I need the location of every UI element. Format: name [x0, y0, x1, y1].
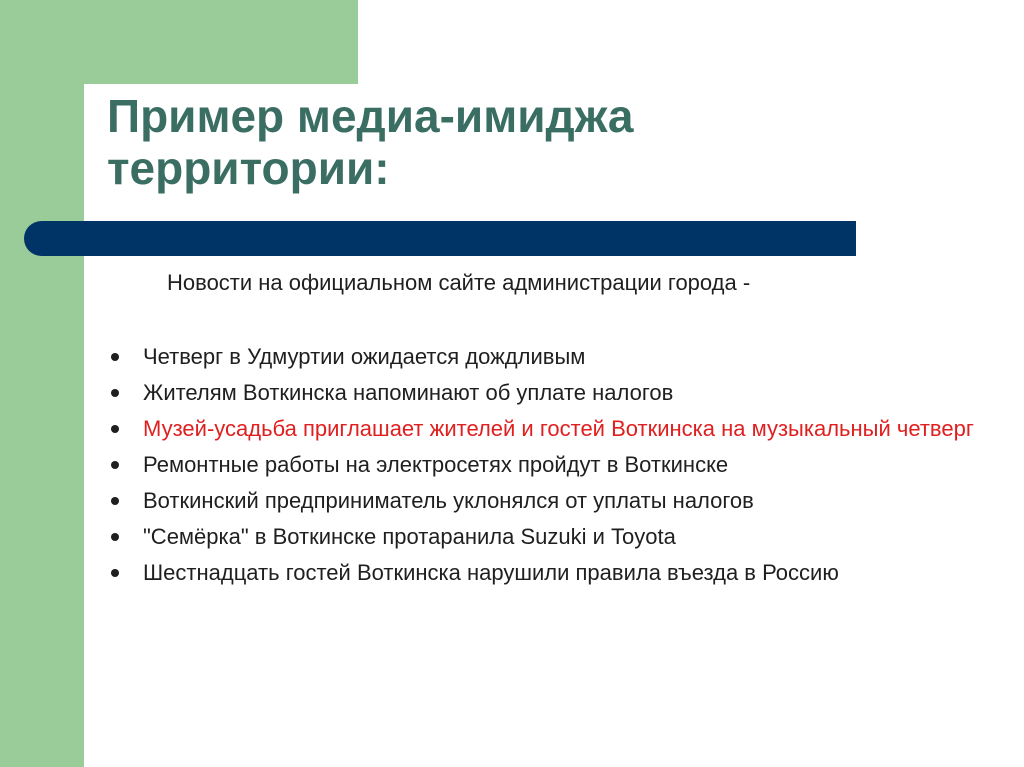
- slide-title: Пример медиа-имиджа территории:: [107, 90, 634, 194]
- news-item: [107, 522, 977, 552]
- top-accent-decoration: [84, 0, 358, 84]
- news-list: [107, 342, 977, 594]
- news-item: [107, 450, 977, 480]
- bullet-icon: [111, 389, 119, 397]
- bullet-icon: [111, 425, 119, 433]
- news-item-text: Воткинский предприниматель уклонялся от уплаты налогов: [143, 488, 754, 513]
- sidebar-decoration: [0, 0, 84, 767]
- bullet-icon: [111, 569, 119, 577]
- news-item: [107, 342, 977, 372]
- news-item-text: Четверг в Удмуртии ожидается дождливым: [143, 344, 586, 369]
- news-item-text: Шестнадцать гостей Воткинска нарушили правила въезда в Россию: [143, 560, 839, 585]
- bullet-icon: [111, 353, 119, 361]
- bullet-icon: [111, 497, 119, 505]
- news-item: [107, 486, 977, 516]
- news-item-text: "Семёрка" в Воткинске протаранила Suzuki и Toyota: [143, 524, 676, 549]
- bullet-icon: [111, 461, 119, 469]
- slide-subtitle: Новости на официальном сайте администрации города -: [167, 270, 751, 295]
- news-item-text: Жителям Воткинска напоминают об уплате налогов: [143, 380, 674, 405]
- news-item: [107, 558, 977, 588]
- news-item-text: Ремонтные работы на электросетях пройдут в Воткинске: [143, 452, 729, 477]
- news-item: [107, 378, 977, 408]
- title-divider-bar: [24, 221, 856, 256]
- news-item: [107, 414, 977, 444]
- news-item-text: Музей-усадьба приглашает жителей и гостей Воткинска на музыкальный четверг: [143, 416, 974, 441]
- bullet-icon: [111, 533, 119, 541]
